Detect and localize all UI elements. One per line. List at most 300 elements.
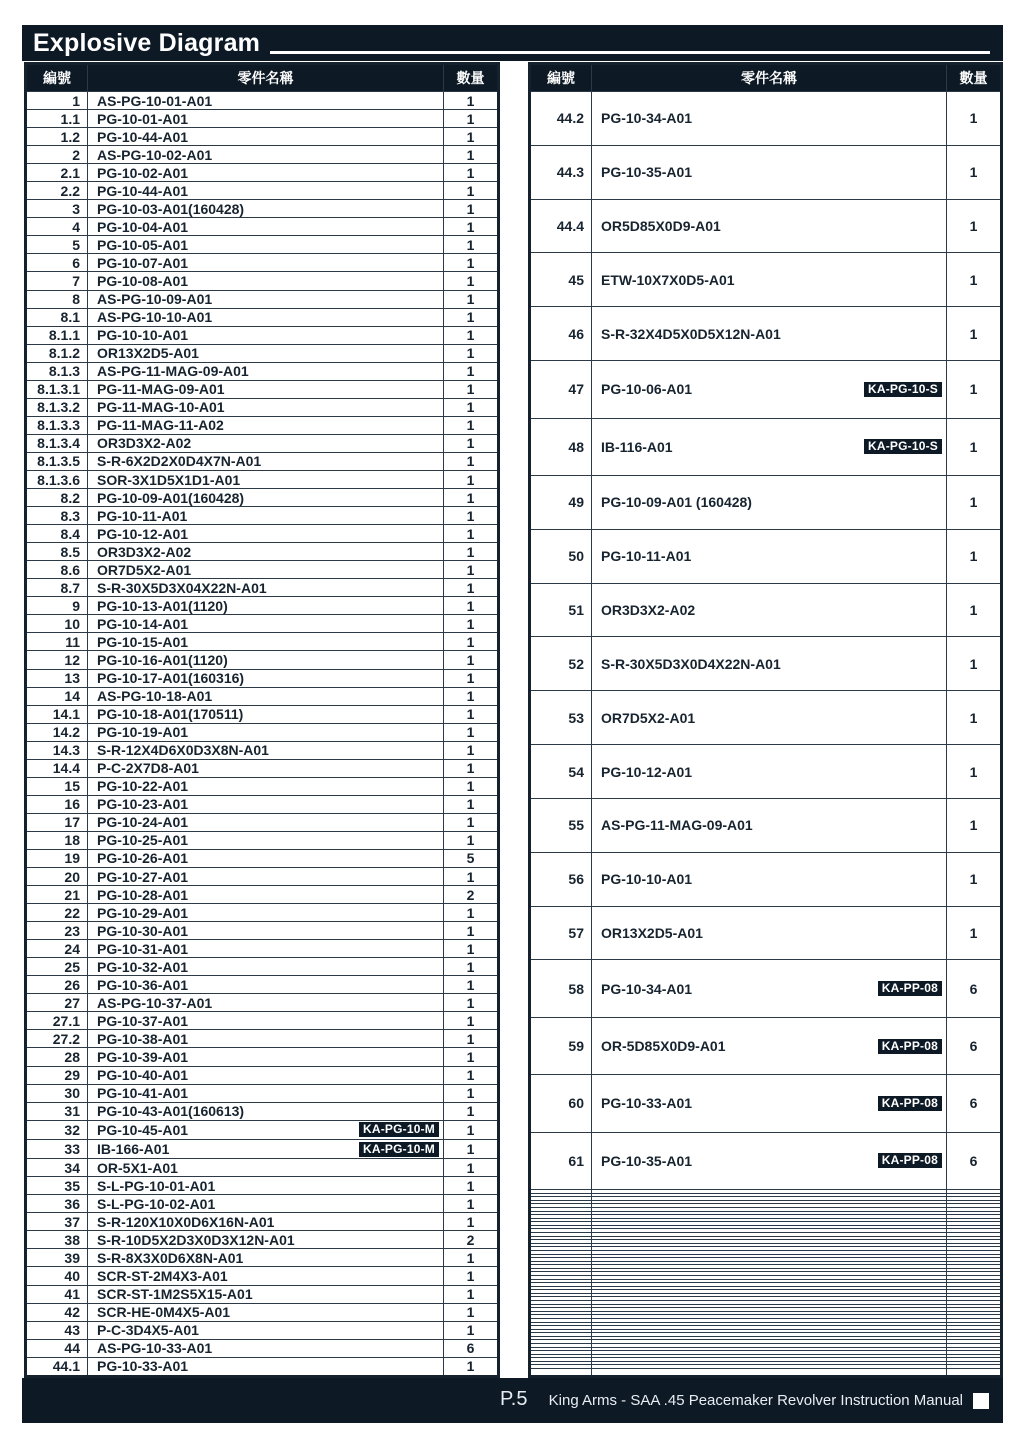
table-row xyxy=(26,146,499,164)
part-number-cell: 23 xyxy=(26,922,88,940)
part-quantity-cell: 1 xyxy=(444,380,499,398)
table-row xyxy=(530,529,1002,583)
part-quantity-cell: 1 xyxy=(444,1249,499,1267)
part-number-cell: 3 xyxy=(26,200,88,218)
part-name-cell: PG-10-04-A01 xyxy=(88,218,444,236)
part-name-cell: PG-10-11-A01 xyxy=(592,529,947,583)
table-row xyxy=(530,92,1002,146)
part-number-cell: 34 xyxy=(26,1159,88,1177)
part-number-cell: 61 xyxy=(530,1132,592,1189)
part-number-cell: 31 xyxy=(26,1102,88,1120)
part-quantity-cell: 1 xyxy=(444,741,499,759)
part-quantity-cell: 1 xyxy=(444,146,499,164)
part-name-cell: S-R-120X10X0D6X16N-A01 xyxy=(88,1213,444,1231)
part-number-cell: 50 xyxy=(530,529,592,583)
part-name-cell: PG-10-31-A01 xyxy=(88,940,444,958)
section-title-bar xyxy=(22,25,1003,61)
table-row xyxy=(26,922,499,940)
table-row xyxy=(26,633,499,651)
table-row xyxy=(26,182,499,200)
part-name-cell: S-R-10D5X2D3X0D3X12N-A01 xyxy=(88,1231,444,1249)
part-name-cell: PG-10-22-A01 xyxy=(88,777,444,795)
part-name-cell: AS-PG-10-18-A01 xyxy=(88,687,444,705)
part-name-cell: PG-10-24-A01 xyxy=(88,813,444,831)
part-quantity-cell: 1 xyxy=(444,416,499,434)
table-row xyxy=(530,307,1002,361)
part-quantity-cell: 6 xyxy=(947,1132,1002,1189)
part-name-cell: P-C-3D4X5-A01 xyxy=(88,1321,444,1339)
part-name-cell: ETW-10X7X0D5-A01 xyxy=(592,253,947,307)
part-number-cell: 30 xyxy=(26,1084,88,1102)
table-row xyxy=(26,1213,499,1231)
part-name-cell: SCR-ST-1M2S5X15-A01 xyxy=(88,1285,444,1303)
part-number-cell: 14.1 xyxy=(26,705,88,723)
part-quantity-cell: 1 xyxy=(444,813,499,831)
table-row xyxy=(26,597,499,615)
table-row xyxy=(26,164,499,182)
empty-table-row xyxy=(530,1369,1002,1377)
part-name-with-badge xyxy=(601,439,946,454)
part-name-cell: OR7D5X2-A01 xyxy=(88,561,444,579)
part-quantity-cell: 6 xyxy=(947,1075,1002,1132)
part-name-cell: PG-10-09-A01 (160428) xyxy=(592,475,947,529)
part-number-cell: 7 xyxy=(26,272,88,290)
part-number-cell: 8.1.3.3 xyxy=(26,416,88,434)
part-number-cell: 6 xyxy=(26,254,88,272)
part-number-cell: 44 xyxy=(26,1339,88,1357)
part-name-cell: S-R-12X4D6X0D3X8N-A01 xyxy=(88,741,444,759)
part-number-cell xyxy=(530,1369,592,1377)
table-row xyxy=(26,1030,499,1048)
part-name-cell: OR3D3X2-A02 xyxy=(88,543,444,561)
kit-badge: KA-PG-10-S xyxy=(864,439,942,454)
part-name-cell: PG-10-15-A01 xyxy=(88,633,444,651)
table-row xyxy=(26,308,499,326)
part-number-cell: 14 xyxy=(26,687,88,705)
table-row xyxy=(26,326,499,344)
part-quantity-cell: 1 xyxy=(444,1303,499,1321)
table-row xyxy=(26,200,499,218)
part-name-cell: P-C-2X7D8-A01 xyxy=(88,759,444,777)
table-row xyxy=(26,344,499,362)
table-row xyxy=(530,583,1002,637)
part-quantity-cell: 1 xyxy=(444,507,499,525)
part-quantity-cell: 1 xyxy=(444,868,499,886)
part-quantity-cell: 1 xyxy=(444,940,499,958)
kit-badge: KA-PG-10-M xyxy=(359,1142,439,1157)
part-number-cell: 24 xyxy=(26,940,88,958)
part-quantity-cell: 1 xyxy=(444,579,499,597)
part-quantity-cell: 1 xyxy=(444,922,499,940)
part-name-text: PG-10-35-A01 xyxy=(601,1152,693,1169)
part-number-cell: 8.6 xyxy=(26,561,88,579)
table-row xyxy=(530,145,1002,199)
part-number-cell: 44.3 xyxy=(530,145,592,199)
table-row xyxy=(26,795,499,813)
part-name-cell xyxy=(592,960,947,1017)
part-quantity-cell: 1 xyxy=(444,434,499,452)
part-number-cell: 22 xyxy=(26,904,88,922)
part-number-cell: 60 xyxy=(530,1075,592,1132)
part-quantity-cell: 1 xyxy=(444,1195,499,1213)
part-number-cell: 33 xyxy=(26,1139,88,1158)
part-name-cell: OR13X2D5-A01 xyxy=(592,906,947,960)
kit-badge: KA-PP-08 xyxy=(878,1096,942,1111)
part-quantity-cell: 1 xyxy=(947,418,1002,475)
footer-bar xyxy=(22,1378,1003,1423)
part-name-cell: S-R-6X2D2X0D4X7N-A01 xyxy=(88,452,444,470)
part-name-cell: PG-10-12-A01 xyxy=(88,525,444,543)
part-name-cell: PG-10-27-A01 xyxy=(88,868,444,886)
kit-badge: KA-PP-08 xyxy=(878,1039,942,1054)
part-number-cell: 42 xyxy=(26,1303,88,1321)
part-number-cell: 29 xyxy=(26,1066,88,1084)
part-name-cell: PG-10-02-A01 xyxy=(88,164,444,182)
table-row xyxy=(26,1357,499,1376)
part-quantity-cell: 1 xyxy=(947,253,1002,307)
part-name-cell: PG-10-03-A01(160428) xyxy=(88,200,444,218)
part-number-cell: 15 xyxy=(26,777,88,795)
part-number-cell: 38 xyxy=(26,1231,88,1249)
part-name-cell: S-L-PG-10-02-A01 xyxy=(88,1195,444,1213)
part-quantity-cell: 1 xyxy=(947,691,1002,745)
part-name-cell: PG-11-MAG-09-A01 xyxy=(88,380,444,398)
table-row xyxy=(26,651,499,669)
part-name-cell: PG-10-18-A01(170511) xyxy=(88,705,444,723)
header-quantity: 數量 xyxy=(947,64,1002,92)
part-quantity-cell: 2 xyxy=(444,886,499,904)
part-quantity-cell: 1 xyxy=(947,307,1002,361)
part-quantity-cell: 1 xyxy=(444,615,499,633)
part-name-with-badge xyxy=(601,1153,946,1168)
manual-title: King Arms - SAA .45 Peacemaker Revolver Instruction Manual xyxy=(548,1392,963,1409)
table-row xyxy=(26,705,499,723)
table-row xyxy=(26,236,499,254)
table-row xyxy=(26,507,499,525)
part-number-cell: 1.1 xyxy=(26,110,88,128)
parts-table-left-body xyxy=(26,92,499,1377)
part-name-cell: SCR-ST-2M4X3-A01 xyxy=(88,1267,444,1285)
part-number-cell: 14.4 xyxy=(26,759,88,777)
table-row xyxy=(26,489,499,507)
part-quantity-cell: 6 xyxy=(947,1017,1002,1074)
table-row xyxy=(26,272,499,290)
part-name-cell: PG-10-07-A01 xyxy=(88,254,444,272)
table-row xyxy=(26,1048,499,1066)
part-number-cell: 36 xyxy=(26,1195,88,1213)
part-number-cell: 2.2 xyxy=(26,182,88,200)
table-row xyxy=(26,128,499,146)
part-name-cell xyxy=(592,1075,947,1132)
part-name-text: OR-5D85X0D9-A01 xyxy=(601,1038,726,1055)
table-row xyxy=(26,777,499,795)
part-number-cell: 8.1.3 xyxy=(26,362,88,380)
part-number-cell: 2 xyxy=(26,146,88,164)
part-quantity-cell: 1 xyxy=(444,723,499,741)
part-quantity-cell: 1 xyxy=(444,1139,499,1158)
table-row xyxy=(530,906,1002,960)
table-row xyxy=(26,1066,499,1084)
table-row xyxy=(26,723,499,741)
part-quantity-cell: 1 xyxy=(444,1321,499,1339)
table-row xyxy=(530,637,1002,691)
part-name-cell: OR3D3X2-A02 xyxy=(592,583,947,637)
part-name-cell: PG-10-32-A01 xyxy=(88,958,444,976)
part-name-cell: PG-10-19-A01 xyxy=(88,723,444,741)
part-number-cell: 17 xyxy=(26,813,88,831)
table-row xyxy=(26,398,499,416)
part-name-text: PG-10-45-A01 xyxy=(97,1121,189,1138)
part-quantity-cell: 1 xyxy=(444,777,499,795)
part-name-cell: PG-10-29-A01 xyxy=(88,904,444,922)
table-row xyxy=(26,110,499,128)
part-name-cell: PG-11-MAG-11-A02 xyxy=(88,416,444,434)
part-quantity-cell: 1 xyxy=(444,904,499,922)
part-name-cell: AS-PG-11-MAG-09-A01 xyxy=(592,798,947,852)
part-number-cell: 47 xyxy=(530,361,592,418)
part-name-cell: PG-10-25-A01 xyxy=(88,831,444,849)
part-number-cell: 5 xyxy=(26,236,88,254)
part-name-cell: PG-10-10-A01 xyxy=(88,326,444,344)
table-row xyxy=(26,958,499,976)
part-name-with-badge xyxy=(601,1039,946,1054)
part-quantity-cell: 1 xyxy=(444,236,499,254)
part-number-cell: 48 xyxy=(530,418,592,475)
table-row xyxy=(530,253,1002,307)
part-quantity-cell: 1 xyxy=(947,906,1002,960)
table-row xyxy=(26,1339,499,1357)
part-name-cell: PG-10-10-A01 xyxy=(592,852,947,906)
part-number-cell: 8.1.2 xyxy=(26,344,88,362)
part-number-cell: 14.2 xyxy=(26,723,88,741)
footer-right-group xyxy=(549,1378,989,1423)
table-header-row xyxy=(26,64,499,92)
title-underline-rule xyxy=(270,51,990,54)
part-quantity-cell: 1 xyxy=(947,637,1002,691)
part-number-cell: 44.1 xyxy=(26,1357,88,1376)
part-name-with-badge xyxy=(97,1142,443,1157)
table-row xyxy=(530,1075,1002,1132)
part-quantity-cell: 1 xyxy=(444,1048,499,1066)
kit-badge: KA-PG-10-M xyxy=(359,1122,439,1137)
part-quantity-cell: 1 xyxy=(444,597,499,615)
part-quantity-cell: 1 xyxy=(444,1120,499,1139)
part-number-cell: 10 xyxy=(26,615,88,633)
part-name-cell: PG-10-12-A01 xyxy=(592,745,947,799)
table-row xyxy=(26,1267,499,1285)
table-row xyxy=(530,199,1002,253)
table-row xyxy=(26,1159,499,1177)
table-row xyxy=(26,615,499,633)
part-name-cell: PG-10-11-A01 xyxy=(88,507,444,525)
part-quantity-cell: 1 xyxy=(444,362,499,380)
part-number-cell: 12 xyxy=(26,651,88,669)
part-quantity-cell: 1 xyxy=(947,798,1002,852)
part-number-cell: 44.2 xyxy=(530,92,592,146)
part-number-cell: 8 xyxy=(26,290,88,308)
part-quantity-cell: 1 xyxy=(444,489,499,507)
part-number-cell: 27.2 xyxy=(26,1030,88,1048)
part-quantity-cell: 1 xyxy=(444,290,499,308)
part-number-cell: 19 xyxy=(26,849,88,867)
kit-badge: KA-PP-08 xyxy=(878,981,942,996)
part-quantity-cell: 1 xyxy=(444,958,499,976)
part-number-cell: 28 xyxy=(26,1048,88,1066)
table-row xyxy=(26,543,499,561)
part-number-cell: 16 xyxy=(26,795,88,813)
part-quantity-cell: 1 xyxy=(444,669,499,687)
part-number-cell: 14.3 xyxy=(26,741,88,759)
part-name-text: PG-10-06-A01 xyxy=(601,381,693,398)
part-number-cell: 8.1.3.4 xyxy=(26,434,88,452)
part-quantity-cell: 1 xyxy=(444,687,499,705)
part-quantity-cell: 1 xyxy=(444,470,499,488)
part-name-text: PG-10-33-A01 xyxy=(601,1095,693,1112)
part-quantity-cell: 1 xyxy=(444,1084,499,1102)
part-name-cell xyxy=(88,1120,444,1139)
part-quantity-cell: 1 xyxy=(444,795,499,813)
part-quantity-cell: 1 xyxy=(444,254,499,272)
header-part-name: 零件名稱 xyxy=(592,64,947,92)
part-name-cell: OR-5X1-A01 xyxy=(88,1159,444,1177)
table-row xyxy=(26,92,499,110)
part-quantity-cell: 1 xyxy=(444,1102,499,1120)
kit-badge: KA-PG-10-S xyxy=(864,382,942,397)
part-quantity-cell: 1 xyxy=(444,1357,499,1376)
part-name-cell: PG-10-34-A01 xyxy=(592,92,947,146)
table-row xyxy=(530,475,1002,529)
table-row xyxy=(26,1195,499,1213)
table-row xyxy=(26,1177,499,1195)
part-name-cell: S-R-32X4D5X0D5X12N-A01 xyxy=(592,307,947,361)
part-number-cell: 52 xyxy=(530,637,592,691)
part-name-cell: S-R-30X5D3X04X22N-A01 xyxy=(88,579,444,597)
table-row xyxy=(26,218,499,236)
part-quantity-cell: 1 xyxy=(444,1213,499,1231)
part-number-cell: 8.7 xyxy=(26,579,88,597)
part-name-cell: PG-10-38-A01 xyxy=(88,1030,444,1048)
part-quantity-cell: 6 xyxy=(947,960,1002,1017)
part-quantity-cell: 1 xyxy=(444,1159,499,1177)
table-row xyxy=(530,852,1002,906)
part-name-cell xyxy=(592,418,947,475)
page-title: Explosive Diagram xyxy=(33,28,261,57)
part-quantity-cell: 1 xyxy=(947,852,1002,906)
table-row xyxy=(530,1017,1002,1074)
part-number-cell: 9 xyxy=(26,597,88,615)
table-row xyxy=(26,669,499,687)
part-number-cell: 46 xyxy=(530,307,592,361)
part-number-cell: 20 xyxy=(26,868,88,886)
table-row xyxy=(26,813,499,831)
part-quantity-cell: 1 xyxy=(444,705,499,723)
part-name-text: PG-10-34-A01 xyxy=(601,980,693,997)
part-quantity-cell: 5 xyxy=(444,849,499,867)
part-name-cell: PG-10-44-A01 xyxy=(88,182,444,200)
part-quantity-cell: 1 xyxy=(947,745,1002,799)
part-name-cell: S-R-8X3X0D6X8N-A01 xyxy=(88,1249,444,1267)
table-row xyxy=(26,416,499,434)
footer-end-square-icon xyxy=(973,1393,989,1409)
table-row xyxy=(26,290,499,308)
part-quantity-cell: 1 xyxy=(444,200,499,218)
part-name-with-badge xyxy=(601,1096,946,1111)
part-number-cell: 57 xyxy=(530,906,592,960)
part-number-cell: 13 xyxy=(26,669,88,687)
part-quantity-cell: 1 xyxy=(444,326,499,344)
part-quantity-cell: 1 xyxy=(444,759,499,777)
part-number-cell: 56 xyxy=(530,852,592,906)
table-row xyxy=(26,940,499,958)
part-quantity-cell: 1 xyxy=(444,976,499,994)
table-row xyxy=(26,1012,499,1030)
part-name-cell: PG-10-16-A01(1120) xyxy=(88,651,444,669)
part-name-cell xyxy=(592,361,947,418)
part-number-cell: 58 xyxy=(530,960,592,1017)
part-name-cell: PG-10-13-A01(1120) xyxy=(88,597,444,615)
table-row xyxy=(26,579,499,597)
part-name-cell: PG-10-33-A01 xyxy=(88,1357,444,1376)
part-name-cell xyxy=(592,1369,947,1377)
part-number-cell: 8.1.3.6 xyxy=(26,470,88,488)
part-quantity-cell: 1 xyxy=(444,1012,499,1030)
part-number-cell: 8.5 xyxy=(26,543,88,561)
table-row xyxy=(26,1303,499,1321)
part-quantity-cell: 1 xyxy=(444,1285,499,1303)
part-name-cell: OR7D5X2-A01 xyxy=(592,691,947,745)
part-number-cell: 59 xyxy=(530,1017,592,1074)
part-number-cell: 8.1.3.2 xyxy=(26,398,88,416)
part-quantity-cell: 1 xyxy=(444,543,499,561)
part-name-cell: PG-10-08-A01 xyxy=(88,272,444,290)
part-name-cell: PG-10-23-A01 xyxy=(88,795,444,813)
part-quantity-cell: 1 xyxy=(444,1267,499,1285)
part-quantity-cell: 1 xyxy=(947,583,1002,637)
part-quantity-cell: 1 xyxy=(947,529,1002,583)
table-row xyxy=(26,904,499,922)
part-quantity-cell: 1 xyxy=(444,218,499,236)
part-name-text: IB-116-A01 xyxy=(601,438,673,455)
part-number-cell: 41 xyxy=(26,1285,88,1303)
table-row xyxy=(26,1139,499,1158)
table-row xyxy=(26,849,499,867)
part-number-cell: 37 xyxy=(26,1213,88,1231)
part-name-cell: PG-10-05-A01 xyxy=(88,236,444,254)
table-row xyxy=(26,886,499,904)
part-name-with-badge xyxy=(601,382,946,397)
part-number-cell: 21 xyxy=(26,886,88,904)
part-name-cell: PG-10-14-A01 xyxy=(88,615,444,633)
part-name-cell: PG-11-MAG-10-A01 xyxy=(88,398,444,416)
table-row xyxy=(530,1132,1002,1189)
part-quantity-cell: 1 xyxy=(444,344,499,362)
kit-badge: KA-PP-08 xyxy=(878,1153,942,1168)
part-number-cell: 49 xyxy=(530,475,592,529)
table-row xyxy=(26,1285,499,1303)
part-name-cell: S-L-PG-10-01-A01 xyxy=(88,1177,444,1195)
part-name-cell: PG-10-36-A01 xyxy=(88,976,444,994)
table-row xyxy=(26,1102,499,1120)
part-quantity-cell: 1 xyxy=(444,272,499,290)
part-quantity-cell: 1 xyxy=(444,182,499,200)
part-quantity-cell: 1 xyxy=(444,651,499,669)
part-quantity-cell: 1 xyxy=(947,361,1002,418)
part-name-cell: AS-PG-11-MAG-09-A01 xyxy=(88,362,444,380)
part-name-cell: AS-PG-10-02-A01 xyxy=(88,146,444,164)
table-row xyxy=(26,759,499,777)
table-row xyxy=(26,1231,499,1249)
table-row xyxy=(530,745,1002,799)
